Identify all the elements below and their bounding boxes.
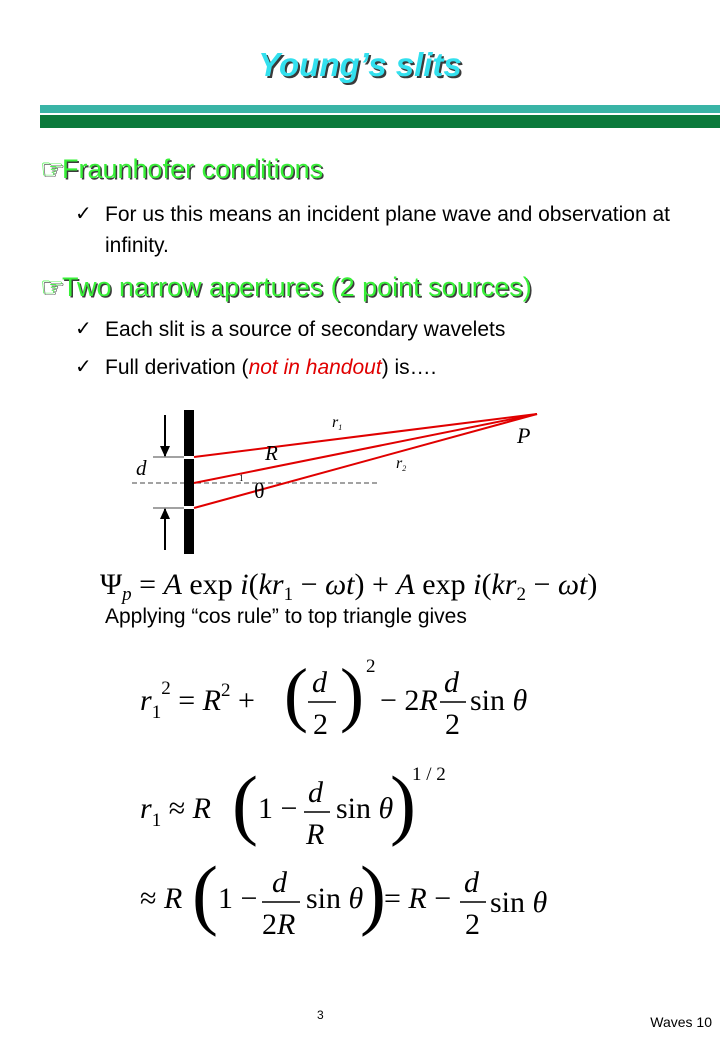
ray-R [194,414,537,483]
applying-text: Applying “cos rule” to top triangle gives [105,605,467,628]
svg-text:2R: 2R [262,908,296,941]
label-tick: 1 [239,473,244,483]
double-slit-diagram [120,395,550,560]
svg-text:d: d [444,666,459,699]
sub-item-text: Each slit is a source of secondary wavelets [105,318,506,341]
slit-opening-top [184,456,194,459]
d-arrowhead-bottom [160,508,170,519]
svg-text:sin θ: sin θ [336,792,394,825]
label-d: d [136,456,147,480]
svg-text:d: d [308,776,323,809]
check-icon: ✓ [75,318,92,340]
svg-text:2: 2 [445,708,460,741]
svg-text:1 −: 1 − [258,792,298,825]
slit-opening-bottom [184,506,194,509]
bullet-heading: Two narrow apertures (2 point sources) [62,272,532,302]
title-rule-light [40,105,720,113]
svg-text:sin θ: sin θ [306,882,364,915]
title-rule-dark [40,115,720,128]
footer-label: Waves 10 [650,1014,712,1030]
pointing-hand-icon: ☞ [40,154,65,184]
svg-text:1 −: 1 − [218,882,258,915]
svg-text:2: 2 [465,908,480,941]
label-theta: θ [254,478,265,503]
not-in-handout-text: not in handout [248,356,382,379]
slit-screen [184,410,194,554]
sub-item-text: For us this means an incident plane wave and observation at infinity. [105,203,671,257]
svg-text:sin θ: sin θ [470,684,528,717]
check-icon: ✓ [75,356,92,378]
svg-text:= R −: = R − [384,882,452,915]
svg-text:≈ R: ≈ R [140,882,183,915]
svg-text:): ) [390,760,416,847]
svg-text:r12 = R2 +: $r_1^2 = R^2$ + [140,678,255,723]
label-P: P [517,423,531,448]
svg-text:(: ( [192,850,218,937]
svg-text:1 / 2: 1 / 2 [412,764,446,785]
svg-text:): ) [340,654,364,734]
label-R: R [265,441,278,465]
derivation-prefix: Full derivation ( [105,356,249,379]
cos-rule-equation [140,650,528,745]
sin-theta-tail: sin θ [490,886,548,919]
svg-text:r1 ≈ R: $r_1 \approx R$ [140,792,211,831]
label-r2: r2 [396,455,407,473]
bullet-heading: Fraunhofer conditions [62,154,324,184]
svg-text:d: d [272,866,287,899]
svg-text:d: d [312,666,327,699]
svg-text:Ψp = A exp i(kr1 − ωt) + A exp: $\Psi_p = A$ $\exp i(kr_1 - \omega t) + A$ $\exp i(kr_2 - \omega t)$ [100,568,598,605]
bullet-fraunhofer [40,154,323,185]
slide-title: Young’s slits [258,46,462,83]
label-r1: r1 [332,414,343,432]
svg-text:R: R [306,818,325,851]
bullet-two-apertures [40,272,532,303]
derivation-suffix: ) is…. [381,356,437,379]
svg-text:(: ( [232,760,258,847]
svg-text:2: 2 [366,656,376,677]
first-order-equation [140,850,540,955]
svg-text:− 2R: − 2R [380,684,438,717]
d-arrowhead-top [160,446,170,457]
svg-text:(: ( [284,654,308,734]
pointing-hand-icon: ☞ [40,272,65,302]
svg-text:): ) [360,850,386,937]
wave-equation [100,558,660,608]
approx-equation [140,760,446,855]
svg-text:2: 2 [313,708,328,741]
page-number: 3 [317,1008,324,1022]
ray-r1 [194,414,537,457]
ray-r2 [194,414,537,508]
svg-text:d: d [464,866,479,899]
check-icon: ✓ [75,203,92,225]
